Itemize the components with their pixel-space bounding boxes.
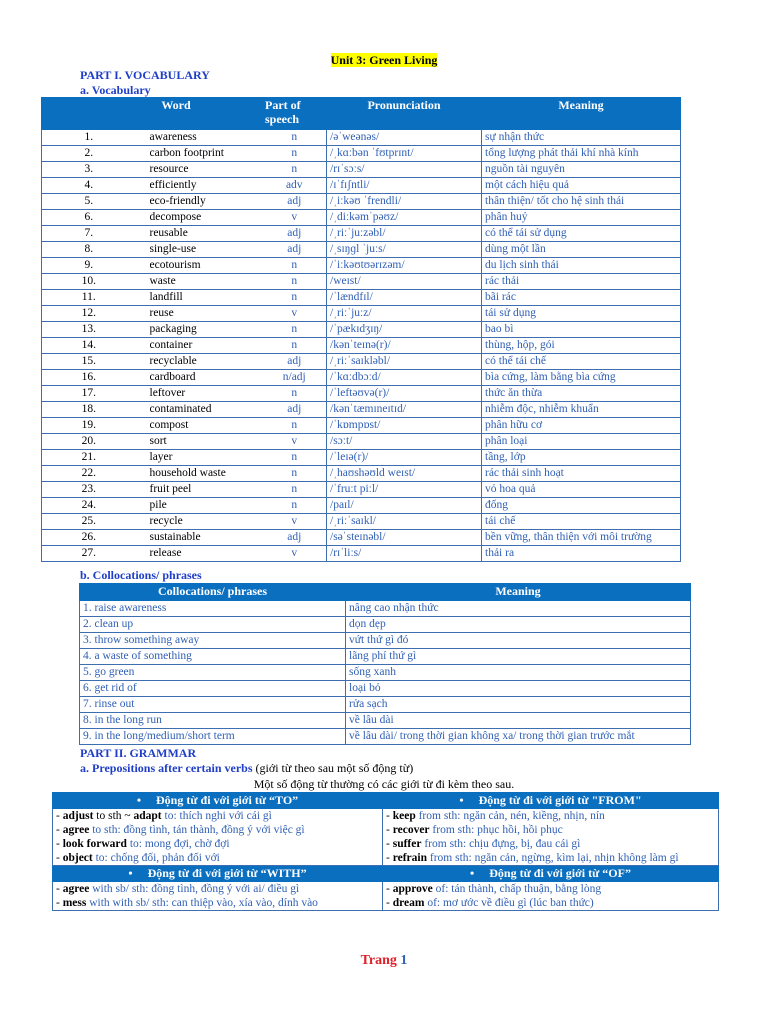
vocab-pronunciation: /ˈlændfɪl/ (327, 290, 482, 306)
vocab-row (42, 530, 681, 546)
colloc-phrase: 4. a waste of something (80, 649, 346, 665)
vocab-pronunciation: /ˈleɪə(r)/ (327, 450, 482, 466)
vocab-pronunciation: /ˈiːkəʊtʊərɪzəm/ (327, 258, 482, 274)
vocab-part-of-speech: n (263, 322, 327, 338)
vocab-number: 18. (42, 402, 136, 418)
vocab-number: 14. (42, 338, 136, 354)
verb-text: - (386, 883, 393, 895)
verb-text: - (56, 897, 63, 909)
vocab-row (42, 498, 681, 514)
with-verbs-list (53, 882, 383, 911)
vocab-pronunciation: /ˈpækɪdʒɪŋ/ (327, 322, 482, 338)
verb-text: - (386, 852, 393, 864)
vocab-part-of-speech: n (263, 418, 327, 434)
vocab-pronunciation: /ˌdiːkəmˈpəʊz/ (327, 210, 482, 226)
collocation-row (80, 697, 691, 713)
vocab-pronunciation: /rɪˈsɔːs/ (327, 162, 482, 178)
collocations-subheading: b. Collocations/ phrases (80, 568, 202, 582)
verb-keyword: agree (62, 824, 90, 836)
vocab-meaning: du lịch sinh thái (482, 258, 681, 274)
collocations-header-row (80, 584, 691, 601)
vocab-number: 17. (42, 386, 136, 402)
colloc-phrase: 2. clean up (80, 617, 346, 633)
vocab-meaning: bền vững, thân thiện với môi trường (482, 530, 681, 546)
vocab-row (42, 386, 681, 402)
vocab-part-of-speech: n/adj (263, 370, 327, 386)
verb-preposition-item (56, 896, 379, 910)
vocab-row (42, 242, 681, 258)
vocab-word: reuse (136, 306, 263, 322)
vocab-row (42, 322, 681, 338)
vocab-pronunciation: /ˈfruːt piːl/ (327, 482, 482, 498)
vocab-part-of-speech: n (263, 338, 327, 354)
header-with: • Động từ đi với giới từ “WITH” (53, 866, 383, 882)
collocation-row (80, 729, 691, 745)
vocab-word: sustainable (136, 530, 263, 546)
vocab-meaning: rác thải sinh hoạt (482, 466, 681, 482)
vocab-word: carbon footprint (136, 146, 263, 162)
vocab-row (42, 354, 681, 370)
vocab-part-of-speech: v (263, 546, 327, 562)
vocab-word: leftover (136, 386, 263, 402)
to-from-content-row (53, 809, 719, 866)
vocab-word: decompose (136, 210, 263, 226)
vocab-pronunciation: /əˈweənəs/ (327, 130, 482, 146)
vocab-part-of-speech: n (263, 498, 327, 514)
vocab-pronunciation: /səˈsteɪnəbl/ (327, 530, 482, 546)
vocab-row (42, 178, 681, 194)
vocab-part-of-speech: adj (263, 354, 327, 370)
vocab-word: release (136, 546, 263, 562)
collocation-row (80, 681, 691, 697)
verb-keyword: refrain (392, 852, 427, 864)
verb-text: - (386, 838, 393, 850)
verb-keyword: adjust (62, 810, 94, 822)
vocab-meaning: thân thiện/ tốt cho hệ sinh thái (482, 194, 681, 210)
vocab-number: 11. (42, 290, 136, 306)
vocab-number: 2. (42, 146, 136, 162)
colloc-phrase: 9. in the long/medium/short term (80, 729, 346, 745)
vocab-number: 20. (42, 434, 136, 450)
vocab-number: 15. (42, 354, 136, 370)
with-of-header-row (53, 866, 719, 882)
verb-meaning: of: mơ ước về điều gì (lúc ban thức) (424, 897, 594, 909)
header-word: Word (42, 98, 263, 130)
verb-meaning: with with sb/ sth: can thiệp vào, xía vào, dính vào (86, 897, 318, 909)
vocab-row (42, 434, 681, 450)
verb-text: - (56, 883, 63, 895)
vocab-part-of-speech: v (263, 434, 327, 450)
vocab-pronunciation: /ˌriːˈjuːz/ (327, 306, 482, 322)
verb-preposition-item (56, 823, 379, 837)
verb-keyword: keep (392, 810, 416, 822)
vocab-meaning: tái sử dụng (482, 306, 681, 322)
vocab-pronunciation: /rɪˈliːs/ (327, 546, 482, 562)
vocab-number: 19. (42, 418, 136, 434)
vocab-pronunciation: /ˌiːkəʊ ˈfrendli/ (327, 194, 482, 210)
verb-preposition-item (56, 851, 379, 865)
vocab-part-of-speech: n (263, 386, 327, 402)
vocab-part-of-speech: adj (263, 226, 327, 242)
collocation-row (80, 713, 691, 729)
of-verbs-list (383, 882, 719, 911)
vocab-pronunciation: /kənˈteɪnə(r)/ (327, 338, 482, 354)
header-from: • Động từ đi với giới từ "FROM" (383, 793, 719, 809)
vocab-meaning: tầng, lớp (482, 450, 681, 466)
vocab-number: 27. (42, 546, 136, 562)
vocab-number: 10. (42, 274, 136, 290)
header-colloc-meaning: Meaning (346, 584, 691, 601)
vocab-word: layer (136, 450, 263, 466)
verb-keyword: look forward (62, 838, 127, 850)
vocab-pronunciation: /ɪˈfɪʃntli/ (327, 178, 482, 194)
vocab-part-of-speech: adj (263, 242, 327, 258)
colloc-phrase: 1. raise awareness (80, 601, 346, 617)
vocab-number: 8. (42, 242, 136, 258)
colloc-phrase: 5. go green (80, 665, 346, 681)
vocab-meaning: đống (482, 498, 681, 514)
vocab-number: 23. (42, 482, 136, 498)
header-meaning: Meaning (482, 98, 681, 130)
colloc-phrase: 8. in the long run (80, 713, 346, 729)
vocab-word: recycle (136, 514, 263, 530)
collocation-row (80, 617, 691, 633)
vocab-meaning: tổng lượng phát thải khí nhà kính (482, 146, 681, 162)
prepositions-table (52, 792, 719, 911)
vocab-meaning: phân huỷ (482, 210, 681, 226)
vocab-part-of-speech: n (263, 274, 327, 290)
vocabulary-header-row (42, 98, 681, 130)
vocab-number: 7. (42, 226, 136, 242)
vocab-part-of-speech: adj (263, 530, 327, 546)
vocab-meaning: nhiễm độc, nhiễm khuẩn (482, 402, 681, 418)
vocab-meaning: tái chế (482, 514, 681, 530)
vocab-pronunciation: /kənˈtæmɪneɪtɪd/ (327, 402, 482, 418)
vocab-part-of-speech: v (263, 306, 327, 322)
vocabulary-subheading: a. Vocabulary (80, 83, 151, 97)
verb-text: - (56, 838, 63, 850)
vocab-word: awareness (136, 130, 263, 146)
vocab-meaning: rác thải (482, 274, 681, 290)
vocab-meaning: vỏ hoa quả (482, 482, 681, 498)
vocab-row (42, 306, 681, 322)
vocab-word: fruit peel (136, 482, 263, 498)
verb-preposition-item (56, 809, 379, 823)
vocab-number: 22. (42, 466, 136, 482)
vocabulary-table (41, 97, 681, 562)
vocab-meaning: một cách hiệu quả (482, 178, 681, 194)
vocab-row (42, 450, 681, 466)
vocab-row (42, 546, 681, 562)
verb-meaning: of: tán thành, chấp thuận, bằng lòng (432, 883, 602, 895)
vocab-word: recyclable (136, 354, 263, 370)
vocab-meaning: sự nhận thức (482, 130, 681, 146)
verb-keyword: dream (392, 897, 425, 909)
vocab-number: 4. (42, 178, 136, 194)
vocab-meaning: bao bì (482, 322, 681, 338)
vocab-row (42, 402, 681, 418)
vocab-pronunciation: /ˌkɑːbən ˈfʊtprɪnt/ (327, 146, 482, 162)
colloc-meaning: loại bỏ (346, 681, 691, 697)
collocation-row (80, 665, 691, 681)
vocab-word: efficiently (136, 178, 263, 194)
vocab-part-of-speech: n (263, 258, 327, 274)
header-to: • Động từ đi với giới từ “TO” (53, 793, 383, 809)
vocab-row (42, 338, 681, 354)
to-verbs-list (53, 809, 383, 866)
verb-preposition-item (386, 837, 715, 851)
vocab-part-of-speech: v (263, 514, 327, 530)
to-from-header-row (53, 793, 719, 809)
vocab-word: single-use (136, 242, 263, 258)
vocab-word: landfill (136, 290, 263, 306)
with-of-content-row (53, 882, 719, 911)
vocab-word: packaging (136, 322, 263, 338)
verb-meaning: from sth: chịu đựng, bị, đau cái gì (421, 838, 581, 850)
verb-meaning: to: thích nghi với cái gì (161, 810, 272, 822)
vocab-pronunciation: /ˈleftəʊvə(r)/ (327, 386, 482, 402)
prepositions-subheading: a. Prepositions after certain verbs (giới từ theo sau một số động từ) (80, 761, 414, 775)
vocab-pronunciation: /ˌsɪŋɡl ˈjuːs/ (327, 242, 482, 258)
vocab-row (42, 370, 681, 386)
vocab-pronunciation: /ˌhaʊshəʊld weɪst/ (327, 466, 482, 482)
header-of: • Động từ đi với giới từ “OF” (383, 866, 719, 882)
vocab-meaning: bãi rác (482, 290, 681, 306)
colloc-meaning: về lâu dài (346, 713, 691, 729)
vocab-meaning: bìa cứng, làm bằng bìa cứng (482, 370, 681, 386)
verb-keyword: object (62, 852, 93, 864)
vocab-meaning: thức ăn thừa (482, 386, 681, 402)
vocab-number: 6. (42, 210, 136, 226)
colloc-meaning: nâng cao nhận thức (346, 601, 691, 617)
vocab-word: contaminated (136, 402, 263, 418)
vocab-part-of-speech: n (263, 482, 327, 498)
vocab-word: resource (136, 162, 263, 178)
verb-keyword: recover (392, 824, 430, 836)
vocab-row (42, 146, 681, 162)
vocab-number: 3. (42, 162, 136, 178)
colloc-phrase: 6. get rid of (80, 681, 346, 697)
verb-meaning: with sb/ sth: đồng tình, đồng ý với ai/ điều gì (89, 883, 300, 895)
verb-meaning: to: chống đối, phản đối với (92, 852, 220, 864)
vocab-part-of-speech: n (263, 146, 327, 162)
collocation-row (80, 649, 691, 665)
colloc-meaning: về lâu dài/ trong thời gian không xa/ trong thời gian trước mắt (346, 729, 691, 745)
collocations-table (79, 583, 691, 745)
vocab-number: 16. (42, 370, 136, 386)
part2-heading: PART II. GRAMMAR (80, 746, 197, 760)
vocab-pronunciation: /paɪl/ (327, 498, 482, 514)
vocab-row (42, 258, 681, 274)
verb-text: - (56, 824, 63, 836)
vocab-word: household waste (136, 466, 263, 482)
vocab-pronunciation: /weɪst/ (327, 274, 482, 290)
verb-keyword: agree (62, 883, 90, 895)
colloc-meaning: lãng phí thứ gì (346, 649, 691, 665)
colloc-meaning: vứt thứ gì đó (346, 633, 691, 649)
vocab-word: sort (136, 434, 263, 450)
vocab-row (42, 290, 681, 306)
grammar-intro: Một số động từ thường có các giới từ đi kèm theo sau. (253, 777, 515, 791)
verb-preposition-item (386, 851, 715, 865)
verb-preposition-item (386, 809, 715, 823)
vocab-row (42, 482, 681, 498)
verb-meaning: to: mong đợi, chờ đợi (126, 838, 230, 850)
verb-text: - (386, 810, 393, 822)
verb-preposition-item (56, 882, 379, 896)
vocab-part-of-speech: v (263, 210, 327, 226)
verb-meaning: to sth: đồng tình, tán thành, đồng ý với việc gì (89, 824, 305, 836)
verb-keyword: approve (392, 883, 433, 895)
vocab-word: reusable (136, 226, 263, 242)
vocab-pronunciation: /ˌriːˈsaɪkl/ (327, 514, 482, 530)
verb-keyword: adapt (133, 810, 162, 822)
vocab-number: 1. (42, 130, 136, 146)
verb-text: - (386, 897, 393, 909)
vocab-word: compost (136, 418, 263, 434)
vocab-row (42, 162, 681, 178)
vocab-part-of-speech: n (263, 450, 327, 466)
collocation-row (80, 601, 691, 617)
verb-text: to sth ~ (93, 810, 134, 822)
vocab-meaning: có thể tái sử dụng (482, 226, 681, 242)
page-footer: Trang 1 (360, 953, 408, 968)
vocab-number: 21. (42, 450, 136, 466)
vocab-number: 9. (42, 258, 136, 274)
vocab-part-of-speech: adj (263, 194, 327, 210)
vocab-number: 24. (42, 498, 136, 514)
vocab-row (42, 418, 681, 434)
verb-preposition-item (386, 896, 715, 910)
verb-meaning: from sth: phục hồi, hồi phục (429, 824, 563, 836)
vocab-number: 26. (42, 530, 136, 546)
vocab-part-of-speech: n (263, 162, 327, 178)
vocab-meaning: thải ra (482, 546, 681, 562)
vocab-part-of-speech: adj (263, 402, 327, 418)
vocab-meaning: phân hữu cơ (482, 418, 681, 434)
from-verbs-list (383, 809, 719, 866)
vocab-pronunciation: /ˌriːˈsaɪkləbl/ (327, 354, 482, 370)
vocab-number: 5. (42, 194, 136, 210)
vocab-number: 25. (42, 514, 136, 530)
vocab-meaning: nguồn tài nguyên (482, 162, 681, 178)
vocab-part-of-speech: n (263, 466, 327, 482)
vocab-meaning: phân loại (482, 434, 681, 450)
colloc-phrase: 7. rinse out (80, 697, 346, 713)
vocab-pronunciation: /sɔːt/ (327, 434, 482, 450)
vocab-word: cardboard (136, 370, 263, 386)
verb-text: - (56, 852, 63, 864)
vocab-row (42, 466, 681, 482)
vocab-word: waste (136, 274, 263, 290)
vocab-row (42, 194, 681, 210)
colloc-meaning: sống xanh (346, 665, 691, 681)
collocation-row (80, 633, 691, 649)
verb-preposition-item (56, 837, 379, 851)
vocab-part-of-speech: n (263, 290, 327, 306)
vocab-row (42, 226, 681, 242)
colloc-meaning: rửa sạch (346, 697, 691, 713)
unit-title: Unit 3: Green Living (330, 53, 438, 67)
vocab-word: eco-friendly (136, 194, 263, 210)
vocab-word: ecotourism (136, 258, 263, 274)
vocab-pronunciation: /ˌriːˈjuːzəbl/ (327, 226, 482, 242)
header-pronunciation: Pronunciation (327, 98, 482, 130)
verb-text: - (56, 810, 63, 822)
verb-meaning: from sth: ngăn cản, nén, kiềng, nhịn, nín (415, 810, 605, 822)
vocab-word: pile (136, 498, 263, 514)
part1-heading: PART I. VOCABULARY (80, 68, 210, 82)
verb-text: - (386, 824, 393, 836)
vocab-part-of-speech: n (263, 130, 327, 146)
colloc-meaning: dọn dẹp (346, 617, 691, 633)
verb-preposition-item (386, 882, 715, 896)
verb-keyword: mess (62, 897, 87, 909)
vocab-row (42, 130, 681, 146)
vocab-meaning: dùng một lần (482, 242, 681, 258)
header-collocations: Collocations/ phrases (80, 584, 346, 601)
vocab-part-of-speech: adv (263, 178, 327, 194)
header-part-of-speech: Part of speech (263, 98, 327, 130)
vocab-word: container (136, 338, 263, 354)
vocab-number: 12. (42, 306, 136, 322)
vocab-meaning: thùng, hộp, gói (482, 338, 681, 354)
vocab-pronunciation: /ˈkɒmpɒst/ (327, 418, 482, 434)
vocab-pronunciation: /ˈkɑːdbɔːd/ (327, 370, 482, 386)
vocab-row (42, 514, 681, 530)
vocab-row (42, 210, 681, 226)
colloc-phrase: 3. throw something away (80, 633, 346, 649)
verb-keyword: suffer (392, 838, 422, 850)
vocab-meaning: có thể tái chế (482, 354, 681, 370)
vocab-number: 13. (42, 322, 136, 338)
vocab-row (42, 274, 681, 290)
verb-meaning: from sth: ngăn cản, ngừng, kìm lại, nhịn không làm gì (427, 852, 679, 864)
verb-preposition-item (386, 823, 715, 837)
